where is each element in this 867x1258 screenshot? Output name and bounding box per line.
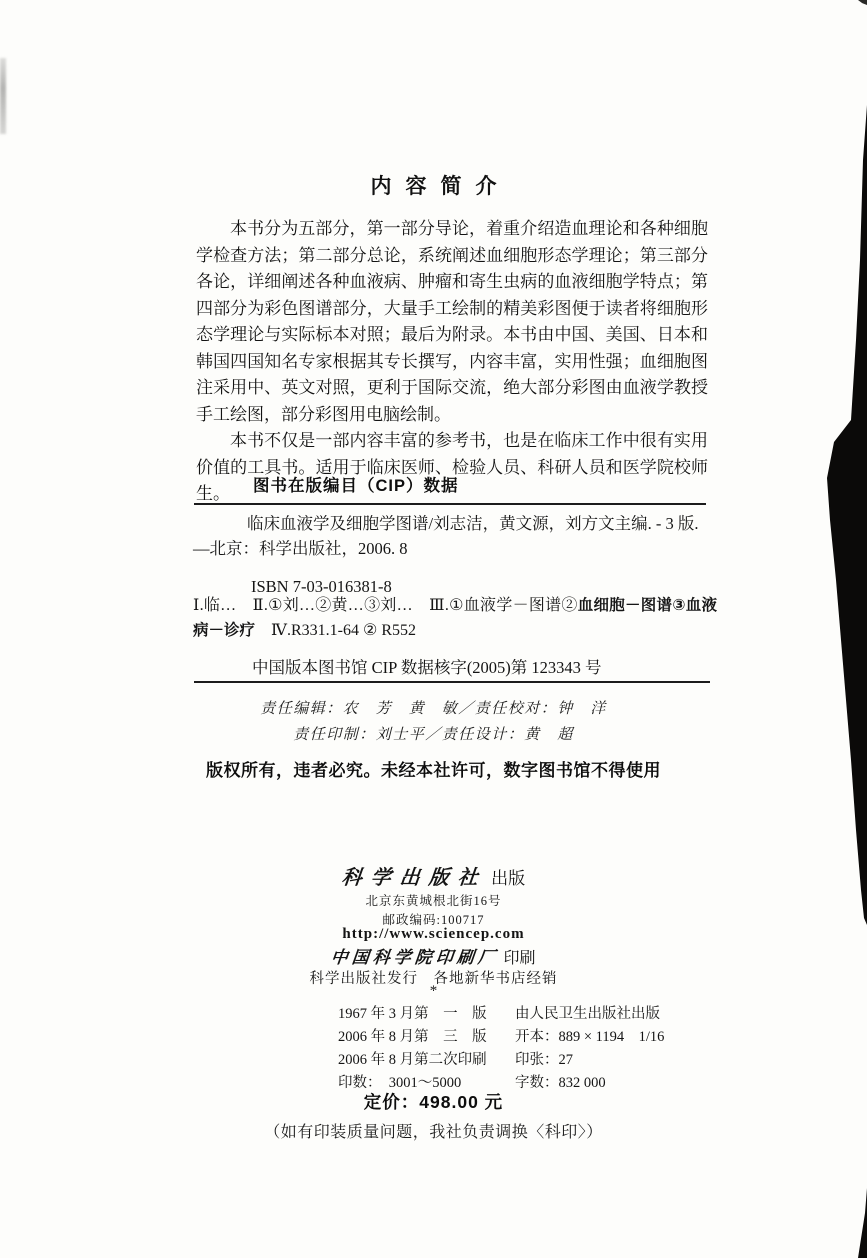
summary-paragraph-1: 本书分为五部分，第一部分导论，着重介绍造血理论和各种细胞学检查方法；第二部分总论，系统阐述血细胞形态学理论；第三部分各论，详细阐述各种血液病、肿瘤和寄生虫病的血液细胞学特点；第四部分为彩色图谱部分，大量手工绘制的精美彩图便于读者将细胞形态学理论与实际标本对照；最后为附录。本书由中国、美国、日本和韩国四国知名专家根据其专长撰写，内容丰富，实用性强；血细胞图注采用中、英文对照，更利于国际交流，绝大部分彩图由血液学教授手工绘图，部分彩图用电脑绘制。 — [196, 219, 708, 424]
publisher-line — [0, 861, 867, 890]
printer-role: 印刷 — [499, 950, 536, 967]
publisher-role: 出版 — [486, 869, 526, 888]
distribution-line: 科学出版社发行 各地新华书店经销 — [309, 971, 558, 987]
printing-row: 2006 年 8 月第二次印刷 — [338, 1052, 487, 1068]
publisher-logotype: 科学出版社 — [340, 867, 488, 889]
colophon-left-column — [338, 1003, 528, 1095]
cip-class-part2: Ⅳ.R331.1-64 ② R552 — [255, 621, 417, 639]
publisher-address: 北京东黄城根北街16号 — [365, 894, 502, 908]
publisher-postcode: 邮政编码:100717 — [382, 913, 485, 927]
printer-logotype: 中国科学院印刷厂 — [330, 948, 501, 967]
content-summary — [196, 216, 708, 508]
copyright-notice: 版权所有，违者必究。未经本社许可，数字图书馆不得使用 — [206, 761, 661, 780]
cip-header: 图书在版编目（CIP）数据 — [253, 477, 459, 495]
cip-class-part1: Ⅰ.临… Ⅱ.①刘…②黄…③刘… Ⅲ.①血液学－图谱② — [193, 597, 578, 614]
cip-title-line: 临床血液学及细胞学图谱/刘志洁，黄文源，刘方文主编. - 3 版. — [247, 514, 699, 533]
original-publisher-row: 由人民卫生出版社出版 — [515, 1006, 660, 1022]
page-title: 内容简介 — [370, 175, 511, 198]
colophon-right-column — [515, 1003, 725, 1095]
cip-rule-bottom — [194, 681, 710, 683]
price: 定价：498.00 元 — [363, 1092, 504, 1112]
scan-mark-top-right — [855, 0, 867, 9]
cip-record-number: 中国版本图书馆 CIP 数据核字(2005)第 123343 号 — [252, 658, 602, 677]
print-run-row: 印数： 3001～5000 — [338, 1075, 462, 1091]
word-count-row: 字数：832 000 — [515, 1075, 606, 1091]
edition-row: 1967 年 3 月第 一 版 — [338, 1006, 487, 1022]
cip-body — [193, 511, 713, 599]
publisher-website: http://www.sciencep.com — [342, 926, 525, 942]
summary-paragraph-2: 本书不仅是一部内容丰富的参考书，也是在临床工作中很有实用价值的工具书。适用于临床医师、检验人员、科研人员和医学院校师生。 — [196, 431, 708, 503]
editor-credits-line1: 责任编辑：农 芳 黄 敏／责任校对：钟 洋 — [260, 701, 607, 717]
cip-isbn: ISBN 7-03-016381-8 — [251, 577, 392, 596]
format-row: 开本：889 × 1194 1/16 — [515, 1029, 665, 1045]
cip-city-line: —北京：科学出版社，2006. 8 — [193, 539, 408, 558]
printer-line — [0, 943, 867, 968]
sheets-row: 印张：27 — [515, 1052, 573, 1068]
cip-rule-top — [194, 503, 706, 505]
scan-streak-left — [0, 58, 6, 134]
edition-row: 2006 年 8 月第 三 版 — [338, 1029, 487, 1045]
quality-exchange-note: （如有印装质量问题，我社负责调换〈科印〉） — [264, 1124, 603, 1141]
scan-shadow-bottom-right — [842, 1183, 867, 1258]
editor-credits-line2: 责任印制：刘士平／责任设计：黄 超 — [293, 727, 574, 743]
cip-class-bold: 血细胞－图谱③血液病－诊疗 — [193, 597, 717, 639]
scan-shadow-right — [822, 100, 867, 925]
cip-classification — [193, 594, 717, 643]
divider-asterisk: * — [429, 983, 438, 999]
